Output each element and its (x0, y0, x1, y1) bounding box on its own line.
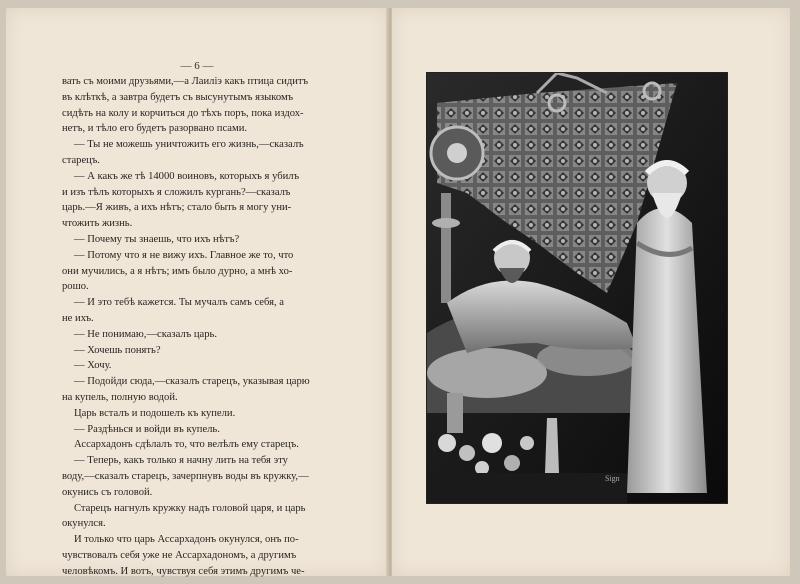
text-line: нетъ, и тѣло его будетъ разорвано псами. (62, 123, 248, 135)
left-page (6, 8, 388, 576)
text-line: и изъ тѣлъ которыхъ я сложилъ кургань?—сказалъ (62, 186, 291, 198)
text-line: окунись съ головой. (62, 486, 153, 498)
text-line: Царь всталъ и подошелъ къ купели. (74, 407, 236, 419)
brazier-stand (441, 193, 451, 303)
text-line: Ассархадонъ сдѣлалъ то, что велѣлъ ему старецъ. (74, 439, 299, 451)
vase (447, 393, 463, 433)
engraving-illustration (426, 72, 728, 504)
text-line: они мучились, а я нѣтъ; имъ было дурно, а мнѣ хо- (62, 265, 293, 277)
text-line: — Потому что я не вижу ихъ. Главное же то, что (74, 249, 294, 261)
text-line: чувствовалъ себя уже не Ассархадономъ, а другимъ (62, 549, 297, 561)
text-line: — А какъ же тѣ 14000 воиновъ, которыхъ я убилъ (74, 170, 300, 182)
text-line: — Хочу. (74, 360, 112, 372)
page-text (62, 74, 362, 580)
text-line: — Подойди сюда,—сказалъ старецъ, указывая царю (74, 376, 310, 388)
text-line: на купель, полную водой. (62, 391, 178, 403)
text-line: — И это тебѣ кажется. Ты мучалъ самъ себя, а (74, 297, 284, 309)
text-line: И только что царь Ассархадонъ окунулся, онъ по- (74, 534, 299, 546)
text-line: — Раздѣнься и войди въ купель. (74, 423, 220, 435)
text-line: воду,—сказалъ старецъ, зачерпнувъ воды въ кружку,— (62, 470, 309, 482)
text-line: не ихъ. (62, 312, 94, 324)
artist-signature: Sign (605, 474, 620, 483)
text-line: окунулся. (62, 518, 106, 530)
text-line: въ клѣткѣ, а завтра будетъ съ высунутымъ языкомъ (62, 91, 294, 103)
text-line: рошо. (62, 281, 89, 293)
text-line: чтожить жизнь. (62, 218, 133, 230)
engraving-svg (427, 73, 727, 503)
text-line: Старецъ нагнулъ кружку надъ головой царя, и царь (74, 502, 306, 514)
text-line: царь.—Я живъ, а ихъ нѣтъ; стало быть я могу уни- (62, 202, 292, 214)
text-line: человѣкомъ. И вотъ, чувствуя себя этимъ другимъ че- (62, 565, 305, 577)
text-line: — Ты не можешь уничтожить его жизнь,—сказалъ (74, 139, 304, 151)
text-line: — Почему ты знаешь, что ихъ нѣтъ? (74, 233, 240, 245)
text-line: сидѣть на колу и корчиться до тѣхъ поръ, пока издох- (62, 107, 304, 119)
text-line: — Хочешь понять? (74, 344, 161, 356)
text-line: — Теперь, какъ только я начну лить на тебя эту (74, 455, 288, 467)
right-page (392, 8, 790, 576)
page-number: — 6 — (180, 60, 214, 72)
text-line: вать съ моими друзьями,—а Лаилiэ какъ птица сидитъ (62, 76, 309, 87)
text-line: старецъ. (62, 154, 100, 166)
text-line: — Не понимаю,—сказалъ царь. (74, 328, 217, 340)
